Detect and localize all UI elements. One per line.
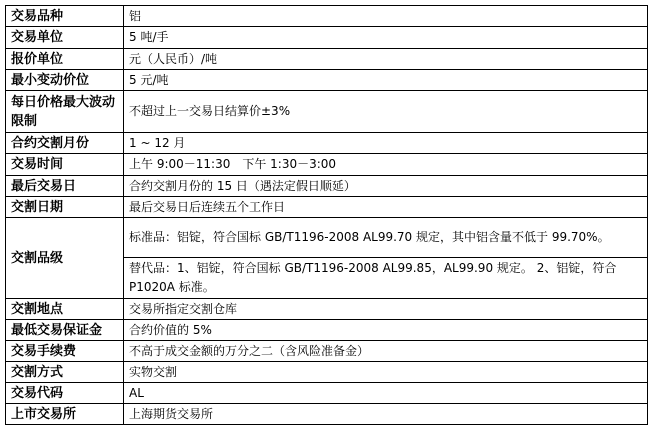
row-label: 交易单位 [6,27,124,49]
row-label: 最小变动价位 [6,70,124,91]
table-row [6,299,648,320]
row-value: 5 吨/手 [124,27,648,49]
row-label: 最低交易保证金 [6,320,124,341]
row-label: 最后交易日 [6,176,124,197]
table-row [6,341,648,362]
row-value: 交易所指定交割仓库 [124,299,648,320]
row-label: 每日价格最大波动限制 [6,91,124,133]
row-value-standard: 标准品：铝锭，符合国标 GB/T1196-2008 AL99.70 规定，其中铝含量不低于 99.70%。 [124,218,648,258]
table-row [6,6,648,27]
row-value: AL [124,383,648,404]
table-row [6,218,648,258]
table-row [6,176,648,197]
row-value: 不高于成交金额的万分之二（含风险准备金） [124,341,648,362]
row-value: 上午 9:00－11:30 下午 1:30－3:00 [124,154,648,176]
table-row [6,197,648,218]
row-label: 交易时间 [6,154,124,176]
row-value: 不超过上一交易日结算价±3% [124,91,648,133]
row-value: 合约交割月份的 15 日（遇法定假日顺延） [124,176,648,197]
table-row [6,154,648,176]
contract-spec-table [5,5,648,425]
row-label: 交易品种 [6,6,124,27]
row-label: 交割日期 [6,197,124,218]
row-value: 铝 [124,6,648,27]
table-row [6,404,648,425]
row-label: 上市交易所 [6,404,124,425]
row-value: 元（人民币）/吨 [124,49,648,70]
row-value: 1 ~ 12 月 [124,133,648,154]
row-value: 实物交割 [124,362,648,383]
table-row [6,70,648,91]
row-label: 交割方式 [6,362,124,383]
row-label: 交割地点 [6,299,124,320]
table-row [6,320,648,341]
table-row [6,133,648,154]
contract-spec-table-wrapper [5,5,647,425]
table-row [6,91,648,133]
row-value: 合约价值的 5% [124,320,648,341]
table-row [6,362,648,383]
row-label: 交割品级 [6,218,124,299]
row-value: 5 元/吨 [124,70,648,91]
row-label: 报价单位 [6,49,124,70]
table-row [6,383,648,404]
row-label: 交易手续费 [6,341,124,362]
row-label: 交易代码 [6,383,124,404]
row-value: 上海期货交易所 [124,404,648,425]
row-value-substitute: 替代品：1、铝锭，符合国标 GB/T1196-2008 AL99.85，AL99.90 规定。 2、铝锭，符合 P1020A 标准。 [124,258,648,299]
table-row [6,27,648,49]
row-label: 合约交割月份 [6,133,124,154]
table-row [6,49,648,70]
row-value: 最后交易日后连续五个工作日 [124,197,648,218]
